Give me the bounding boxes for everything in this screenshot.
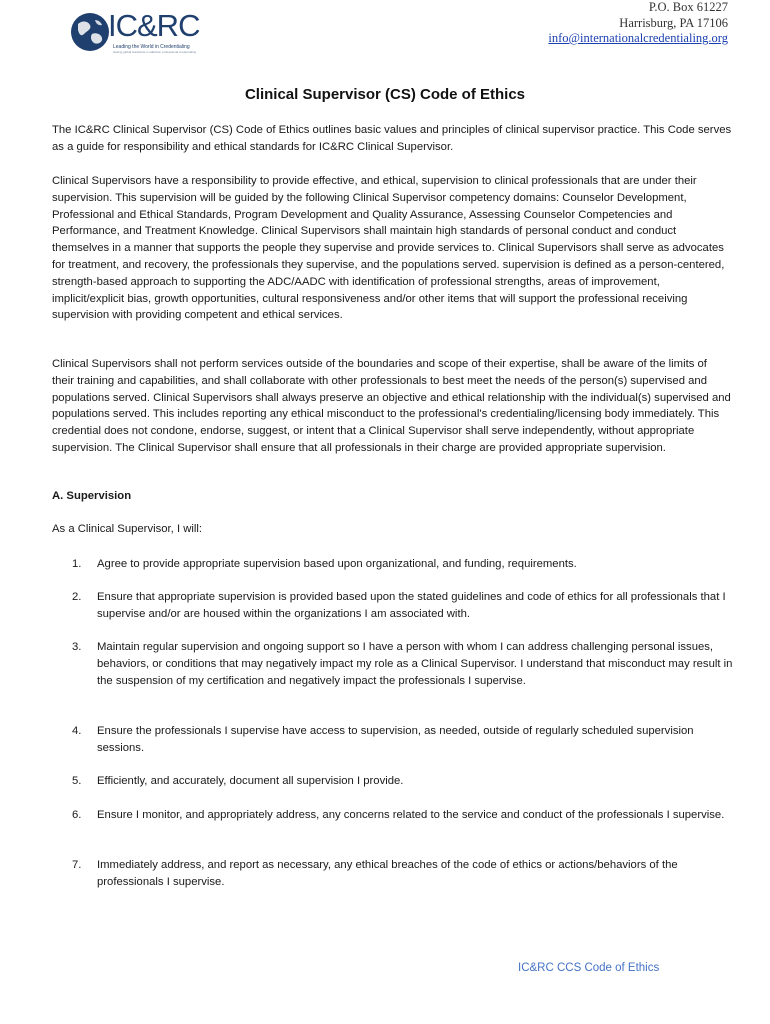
section-a-heading: A. Supervision <box>52 490 132 502</box>
list-text: Ensure the professionals I supervise have access to supervision, as needed, outside of regularly scheduled supervision sessions. <box>97 725 694 754</box>
footer-title: IC&RC CCS Code of Ethics <box>518 962 660 974</box>
list-number: 6. <box>72 809 82 821</box>
list-number: 7. <box>72 859 82 871</box>
boundaries-paragraph: Clinical Supervisors shall not perform services outside of the boundaries and scope of their expertise, shall be aware of the limits of their training and capabilities, and shall collaborate with other professionals to best meet the needs of the person(s) supervised and populations served. Clinical Supervisors shall always preserve an objective and ethical relationship with the individual(s) supervised and populations served. This includes reporting any ethical misconduct to the professional's credentialing/licensing body immediately. This credential does not condone, endorse, suggest, or intent that a Clinical Supervisor shall serve independently, without appropriate supervision. The Clinical Supervisor shall ensure that all professionals in their charge are provided appropriate supervision. <box>52 358 731 454</box>
list-text: Ensure that appropriate supervision is provided based upon the stated guidelines and code of ethics for all professionals that I supervise and/or are housed within the organizations I am associated with. <box>97 591 726 620</box>
logo-tagline: Leading the World in Credentialing <box>113 44 190 50</box>
address-line-1: P.O. Box 61227 <box>648 0 728 14</box>
list-text: Maintain regular supervision and ongoing support so I have a person with whom I can address challenging personal issues, behaviors, or conditions that may negatively impact my role as a Clinical Supervisor. I understand that misconduct may result in the suspension of my certification and negatively impact the professionals I supervise. <box>97 641 733 687</box>
email-link[interactable]: info@internationalcredentialing.org <box>548 31 728 45</box>
list-number: 5. <box>72 775 82 787</box>
globe-icon <box>70 12 110 52</box>
icrc-logo <box>70 10 230 56</box>
page-title: Clinical Supervisor (CS) Code of Ethics <box>244 86 526 103</box>
logo-wordmark: IC&RC <box>108 8 200 43</box>
list-text: Efficiently, and accurately, document all supervision I provide. <box>97 775 404 787</box>
section-a-intro: As a Clinical Supervisor, I will: <box>52 523 203 535</box>
list-number: 4. <box>72 725 82 737</box>
list-number: 3. <box>72 641 82 653</box>
list-text: Ensure I monitor, and appropriately address, any concerns related to the service and conduct of the professionals I supervise. <box>97 809 725 821</box>
list-text: Immediately address, and report as necessary, any ethical breaches of the code of ethics or actions/behaviors of the professionals I supervise. <box>97 859 678 888</box>
list-text: Agree to provide appropriate supervision based upon organizational, and funding, requirements. <box>97 558 577 570</box>
list-number: 1. <box>72 558 82 570</box>
logo-subtagline: Setting global standards in addiction professional credentialing <box>113 50 197 54</box>
responsibility-paragraph: Clinical Supervisors have a responsibility to provide effective, and ethical, supervision to clinical professionals that are under their supervision. This supervision will be guided by the following Clinical Supervisor competency domains: Counselor Development, Professional and Ethical Standards, Program Development and Quality Assurance, Assessing Counselor Competencies and Performance, and Treatment Knowledge. Clinical Supervisors shall maintain high standards of personal conduct and conduct themselves in a manner that supports the people they supervise and provide services to. Clinical Supervisors shall serve as advocates for treatment, and recovery, the professionals they supervise, and the populations served. supervision is defined as a person-centered, strength-based approach to supporting the ADC/AADC with identification of professional strengths, areas of improvement, implicit/explicit bias, growth opportunities, cultural responsiveness and/or other items that will support the professional receiving supervision with providing competent and ethical services. <box>52 175 725 322</box>
mailing-address <box>548 0 728 47</box>
address-line-2: Harrisburg, PA 17106 <box>619 15 728 30</box>
list-number: 2. <box>72 591 82 603</box>
intro-paragraph: The IC&RC Clinical Supervisor (CS) Code of Ethics outlines basic values and principles of clinical supervisor practice. This Code serves as a guide for responsibility and ethical standards for IC&RC Clinical Supervisor. <box>52 124 732 153</box>
